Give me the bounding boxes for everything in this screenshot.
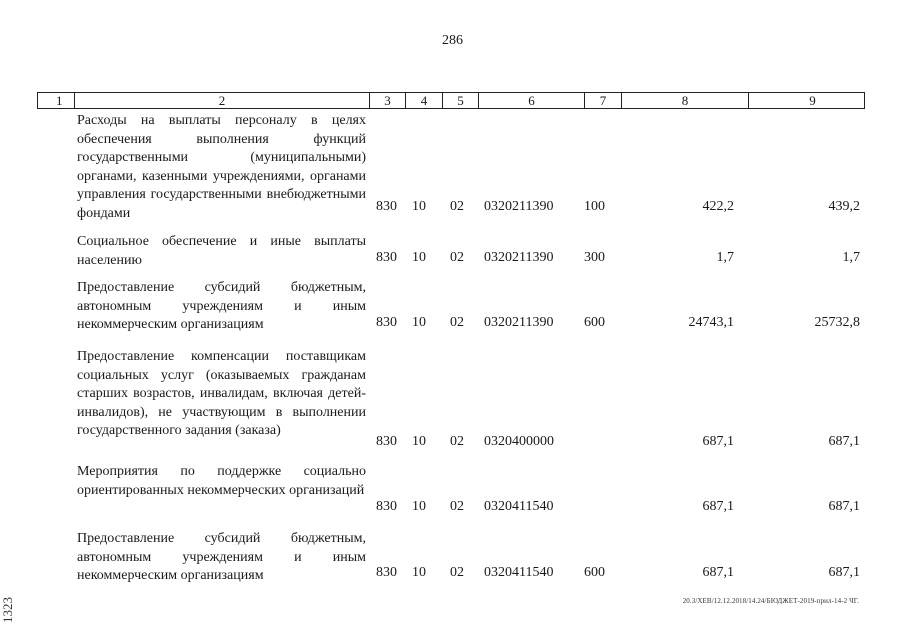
row-col-9: 687,1 xyxy=(828,499,860,514)
row-col-3: 830 xyxy=(376,499,397,514)
row-col-6: 0320211390 xyxy=(484,199,554,214)
row-col-4: 10 xyxy=(412,499,426,514)
row-col-9: 439,2 xyxy=(828,199,860,214)
row-col-7: 100 xyxy=(584,199,605,214)
row-col-3: 830 xyxy=(376,315,397,330)
row-col-5: 02 xyxy=(450,565,464,580)
row-col-4: 10 xyxy=(412,565,426,580)
row-col-9: 687,1 xyxy=(828,565,860,580)
page-number: 286 xyxy=(442,33,463,48)
side-page-stamp: 1323 xyxy=(0,597,15,623)
row-col-8: 687,1 xyxy=(702,565,734,580)
row-col-9: 1,7 xyxy=(842,250,860,265)
header-col-4: 4 xyxy=(406,93,443,108)
header-col-3: 3 xyxy=(370,93,406,108)
row-col-6: 0320400000 xyxy=(484,434,554,449)
row-col-5: 02 xyxy=(450,499,464,514)
row-col-5: 02 xyxy=(450,315,464,330)
row-description: Мероприятия по поддержке социально ориентированных некоммерческих организаций xyxy=(77,464,366,498)
header-col-5: 5 xyxy=(443,93,479,108)
row-col-4: 10 xyxy=(412,315,426,330)
row-col-6: 0320411540 xyxy=(484,499,554,514)
row-col-5: 02 xyxy=(450,199,464,214)
header-col-7: 7 xyxy=(585,93,622,108)
row-col-8: 1,7 xyxy=(716,250,734,265)
header-col-9: 9 xyxy=(809,93,816,108)
row-col-3: 830 xyxy=(376,434,397,449)
row-col-7: 600 xyxy=(584,315,605,330)
header-col-2: 2 xyxy=(75,93,370,108)
row-col-6: 0320411540 xyxy=(484,565,554,580)
row-description: Расходы на выплаты персоналу в целях обеспечения выполнения функций государственными (муниципальными) органами, казенными учреждениями, органами управления государственными внебюджетными фондами xyxy=(77,113,366,221)
header-col-6: 6 xyxy=(479,93,585,108)
row-description: Предоставление компенсации поставщикам социальных услуг (оказываемых гражданам старших возрастов, инвалидам, включая детей-инвалидов), не участвующим в выполнении государственного задания (заказа) xyxy=(77,349,366,438)
row-description: Предоставление субсидий бюджетным, автономным учреждениям и иным некоммерческим организациям xyxy=(77,531,366,583)
row-description: Предоставление субсидий бюджетным, автономным учреждениям и иным некоммерческим организациям xyxy=(77,280,366,332)
row-col-8: 422,2 xyxy=(702,199,734,214)
row-col-7: 600 xyxy=(584,565,605,580)
row-col-3: 830 xyxy=(376,565,397,580)
row-col-4: 10 xyxy=(412,434,426,449)
row-col-9: 25732,8 xyxy=(814,315,860,330)
footer-document-code: 20.3/ХЕВ/12.12.2018/14.24/БЮДЖЕТ-2019-прил-14-2 ЧГ. xyxy=(682,597,859,605)
row-col-3: 830 xyxy=(376,250,397,265)
row-col-4: 10 xyxy=(412,250,426,265)
row-col-7: 300 xyxy=(584,250,605,265)
row-col-8: 687,1 xyxy=(702,434,734,449)
row-col-5: 02 xyxy=(450,434,464,449)
row-col-9: 687,1 xyxy=(828,434,860,449)
row-col-5: 02 xyxy=(450,250,464,265)
row-col-4: 10 xyxy=(412,199,426,214)
table-header xyxy=(37,92,865,109)
row-col-8: 24743,1 xyxy=(688,315,734,330)
header-col-1: 1 xyxy=(38,93,75,108)
row-description: Социальное обеспечение и иные выплаты населению xyxy=(77,234,366,268)
row-col-8: 687,1 xyxy=(702,499,734,514)
row-col-6: 0320211390 xyxy=(484,315,554,330)
header-col-8: 8 xyxy=(622,93,749,108)
row-col-6: 0320211390 xyxy=(484,250,554,265)
row-col-3: 830 xyxy=(376,199,397,214)
